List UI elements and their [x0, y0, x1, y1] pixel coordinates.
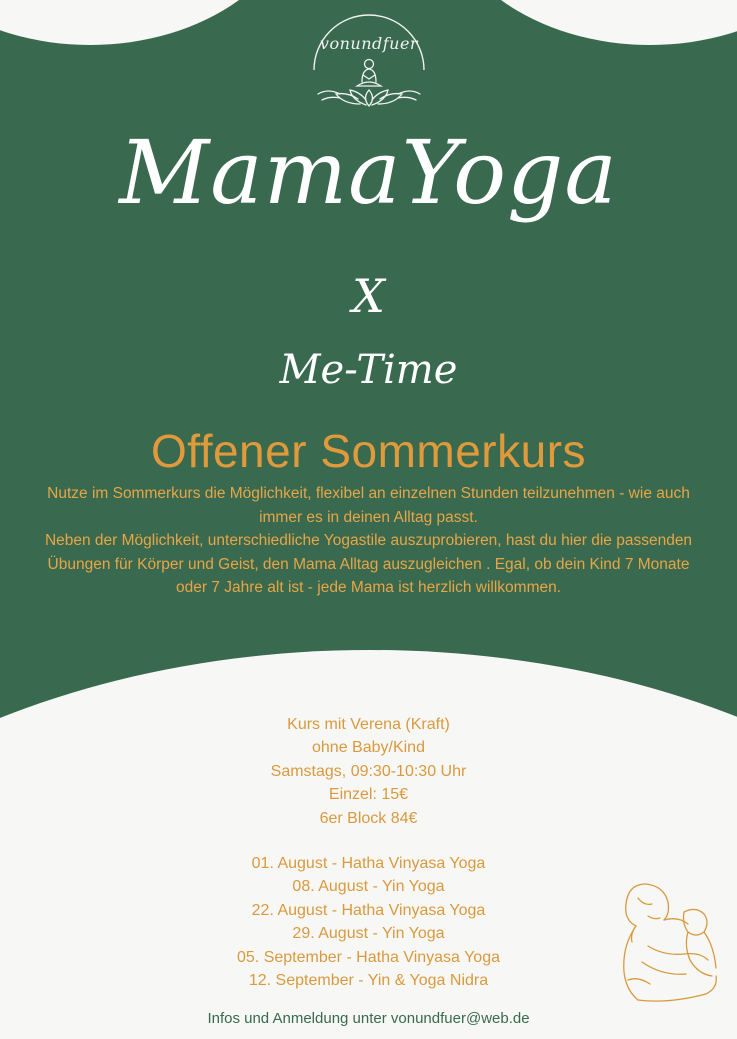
schedule-item: 22. August - Hatha Vinyasa Yoga — [251, 901, 486, 919]
intro-paragraph-2: Neben der Möglichkeit, unterschiedliche Yogastile auszuprobieren, hast du hier die passenden Übungen für Körper und Geist, den Mama Alltag auszugleichen . Egal, ob dein Kind 7 Monate oder 7 Jahre alt ist - jede Mama ist herzlich willkommen. — [44, 532, 693, 596]
footer-contact: Infos und Anmeldung unter vonundfuer@web.de — [207, 1010, 530, 1027]
course-price-single: Einzel: 15€ — [328, 786, 409, 804]
title-connector: X — [352, 269, 385, 323]
course-price-block: 6er Block 84€ — [319, 809, 418, 827]
mother-child-illustration — [608, 876, 726, 1006]
intro-text — [30, 482, 707, 600]
schedule-item: 12. September - Yin & Yoga Nidra — [248, 971, 489, 989]
title-metime: Me-Time — [279, 347, 458, 393]
course-teacher: Kurs mit Verena (Kraft) — [287, 716, 450, 733]
schedule-item: 29. August - Yin Yoga — [292, 925, 445, 943]
schedule-item: 08. August - Yin Yoga — [292, 878, 445, 896]
course-info — [0, 713, 737, 830]
intro-paragraph-1: Nutze im Sommerkurs die Möglichkeit, flexibel an einzelnen Stunden teilzunehmen - wie auch immer es in deinen Alltag passt. — [47, 485, 690, 526]
brand-logo — [300, 8, 438, 114]
buddha-lotus-icon — [300, 8, 438, 114]
top-right-arc — [440, 0, 737, 45]
course-audience: ohne Baby/Kind — [312, 739, 425, 757]
top-left-arc — [0, 0, 300, 45]
title-mamayoga: MamaYoga — [119, 121, 618, 224]
schedule-item: 05. September - Hatha Vinyasa Yoga — [237, 948, 500, 966]
schedule-item: 01. August - Hatha Vinyasa Yoga — [251, 855, 486, 872]
logo-wordmark: vonundfuer — [319, 34, 419, 53]
mother-child-line-art-icon — [608, 876, 726, 1006]
course-time: Samstags, 09:30-10:30 Uhr — [270, 762, 467, 780]
headline: Offener Sommerkurs — [150, 425, 587, 477]
